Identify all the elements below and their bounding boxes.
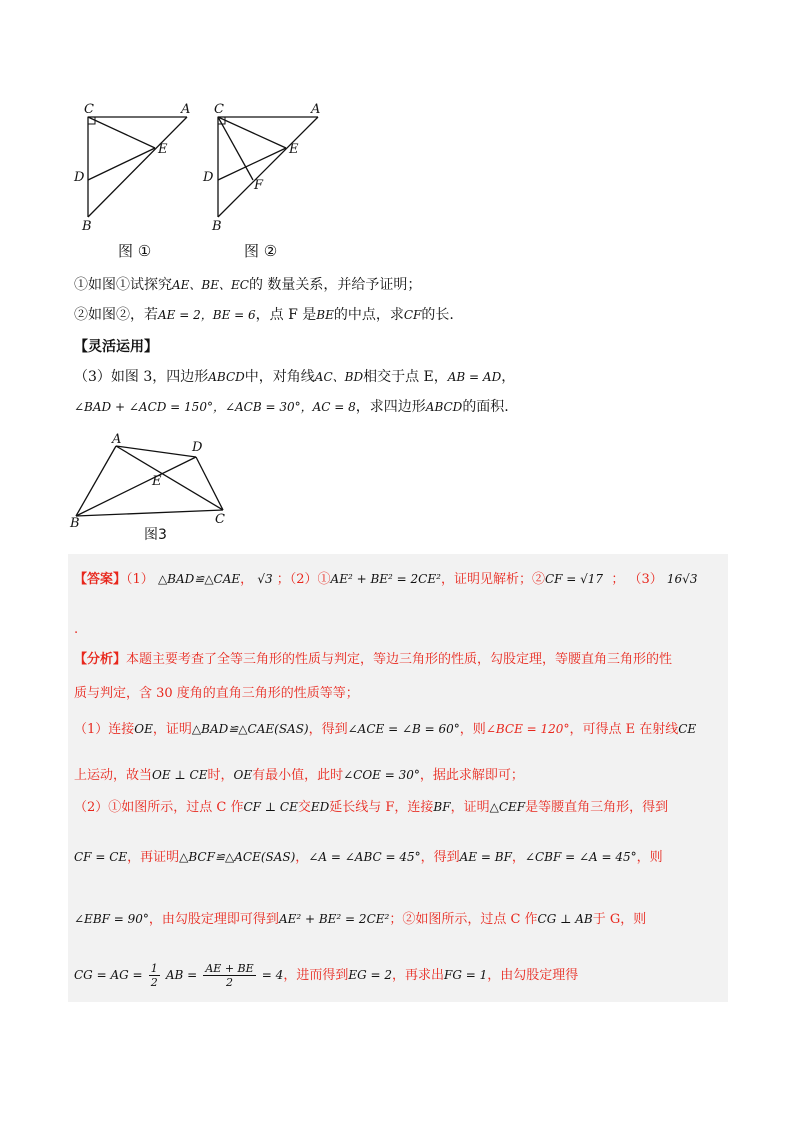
text: ，则: [636, 850, 663, 865]
fig3-caption: 图3: [144, 527, 167, 543]
text: ②如图②，若: [74, 307, 158, 323]
math: AB =: [165, 968, 198, 982]
text: ，证明: [450, 800, 490, 815]
fig1-label-b: B: [82, 219, 92, 234]
text: ，再证明: [127, 850, 180, 865]
math: ∠EBF = 90°: [74, 912, 149, 926]
analysis-line-7: [74, 908, 646, 927]
analysis-tag: 【分析】: [74, 652, 127, 667]
math: ∠BAD + ∠ACD = 150°，∠ACB = 30°，AC = 8: [74, 400, 356, 414]
fig2-label-c: C: [214, 102, 224, 117]
fig1-label-a: A: [181, 102, 191, 117]
math: CF = √17: [544, 572, 604, 586]
analysis-line-4: [74, 764, 524, 783]
fig1-caption: 图 ①: [118, 242, 152, 260]
math: FG = 1: [444, 968, 488, 982]
denominator: 2: [150, 976, 158, 989]
text: ，得到: [308, 722, 348, 737]
math: ABCD: [208, 370, 245, 384]
fig1-label-e: E: [158, 142, 168, 157]
math: ∠COE = 30°: [343, 768, 420, 782]
math: AE² + BE² = 2CE²: [330, 572, 441, 586]
numerator: 1: [150, 962, 158, 975]
math: OE: [134, 722, 153, 736]
text: ，: [240, 572, 254, 587]
math: OE ⊥ CE: [152, 768, 208, 782]
math: CF ⊥ CE: [243, 800, 298, 814]
text: ，证明: [152, 722, 192, 737]
text: 的面积.: [462, 399, 509, 415]
text: 的 数量关系，并给予证明；: [248, 277, 422, 293]
text: ，: [511, 850, 525, 865]
question-3-line-1: [74, 366, 515, 388]
text: ①如图①试探究: [74, 277, 172, 293]
text: ；: [276, 572, 290, 587]
text: ，再求出: [392, 968, 445, 983]
math: ∠ACE = ∠B = 60°: [347, 722, 460, 736]
section-heading: 【灵活运用】: [74, 339, 158, 355]
fig2-label-b: B: [212, 219, 222, 234]
text: ，得到: [420, 850, 460, 865]
fig1-label-d: D: [74, 170, 85, 185]
math: ∠BCE = 120°: [485, 722, 570, 736]
text: 相交于点 E，: [363, 369, 448, 385]
text: （2）①如图所示，过点 C 作: [74, 800, 244, 815]
text: （1）: [126, 572, 154, 587]
analysis-line-1: [74, 648, 672, 667]
text: ，由勾股定理即可得到: [148, 912, 279, 927]
fig1-label-c: C: [84, 102, 94, 117]
text: ，: [295, 850, 309, 865]
math: △BAD≌△CAE: [157, 572, 241, 586]
analysis-line-5: [74, 796, 668, 815]
fraction-one-half: [149, 962, 160, 989]
text: ，据此求解即可；: [419, 768, 524, 783]
math: ∠A = ∠ABC = 45°: [308, 850, 421, 864]
fig3-label-d: D: [192, 440, 203, 455]
text: ，: [501, 369, 516, 385]
text: 本题主要考查了全等三角形的性质与判定，等边三角形的性质，勾股定理，等腰直角三角形的性: [126, 652, 673, 667]
math: △BCF≌△ACE(SAS): [179, 850, 296, 864]
analysis-line-6: [74, 846, 663, 865]
math: = 4: [261, 968, 284, 982]
analysis-line-8: [74, 962, 578, 989]
math: AE = BF: [459, 850, 512, 864]
math: △BAD≌△CAE(SAS): [191, 722, 309, 736]
analysis-line-3: [74, 718, 696, 737]
fig3-label-e: E: [152, 474, 162, 489]
text: 时，: [207, 768, 234, 783]
figure-2: [200, 100, 330, 270]
text: ，可得点 E 在射线: [569, 722, 679, 737]
math: √3: [257, 572, 273, 586]
math: AC、BD: [314, 370, 364, 384]
fig2-caption: 图 ②: [244, 242, 278, 260]
figure-1: [70, 100, 200, 270]
text: 交: [297, 800, 311, 815]
text: 于 G，则: [592, 912, 647, 927]
math: △CEF: [489, 800, 526, 814]
math: CG ⊥ AB: [537, 912, 593, 926]
question-3-line-2: [74, 396, 509, 418]
text: （3）: [628, 572, 663, 587]
text: （2）①: [289, 572, 331, 587]
text: （1）连接: [74, 722, 135, 737]
math: BE: [316, 308, 334, 322]
math: AB = AD: [447, 370, 502, 384]
answer-tag: 【答案】: [74, 572, 127, 587]
text: ，求四边形: [355, 399, 426, 415]
math: CF = CE: [74, 850, 128, 864]
text: 的长.: [421, 307, 454, 323]
answer-period: .: [74, 622, 79, 637]
math: CG = AG =: [74, 968, 143, 982]
fig2-label-e: E: [289, 142, 299, 157]
fraction-ae-be: [203, 962, 255, 989]
math: ED: [310, 800, 330, 814]
math: CF: [403, 308, 422, 322]
math: EG = 2: [348, 968, 392, 982]
math: AE、BE、EC: [172, 278, 249, 292]
question-2-1: [74, 274, 421, 296]
text: 的中点，求: [333, 307, 404, 323]
math: AE² + BE² = 2CE²: [278, 912, 390, 926]
text: ，证明见解析；②: [440, 572, 545, 587]
math: 16√3: [666, 572, 698, 586]
fig3-label-c: C: [215, 512, 225, 527]
math: ∠CBF = ∠A = 45°: [524, 850, 637, 864]
fig2-label-a: A: [311, 102, 321, 117]
math: AE = 2，BE = 6: [158, 308, 256, 322]
analysis-line-2: 质与判定，含 30 度角的直角三角形的性质等等；: [74, 686, 359, 701]
text: ，点 F 是: [255, 307, 317, 323]
text: 上运动，故当: [74, 768, 153, 783]
text: ，则: [459, 722, 486, 737]
answer-line: [74, 568, 697, 587]
math: CE: [678, 722, 697, 736]
text: 有最小值，此时: [252, 768, 344, 783]
question-2-2: [74, 304, 454, 326]
text: ，由勾股定理得: [487, 968, 579, 983]
text: 中，对角线: [244, 369, 315, 385]
math: ABCD: [425, 400, 463, 414]
fig2-label-d: D: [203, 170, 214, 185]
figure-3: [68, 432, 248, 550]
text: ；: [611, 572, 625, 587]
numerator: AE + BE: [205, 962, 254, 975]
math: BF: [433, 800, 451, 814]
denominator: 2: [226, 976, 233, 989]
fig3-label-a: A: [112, 432, 122, 447]
text: ；②如图所示，过点 C 作: [389, 912, 538, 927]
math: OE: [233, 768, 253, 782]
text: 延长线与 F，连接: [329, 800, 434, 815]
fig2-label-f: F: [254, 178, 264, 193]
fig3-label-b: B: [70, 516, 80, 531]
text: （3）如图 3，四边形: [74, 369, 209, 385]
text: ，进而得到: [283, 968, 349, 983]
text: 是等腰直角三角形，得到: [525, 800, 669, 815]
